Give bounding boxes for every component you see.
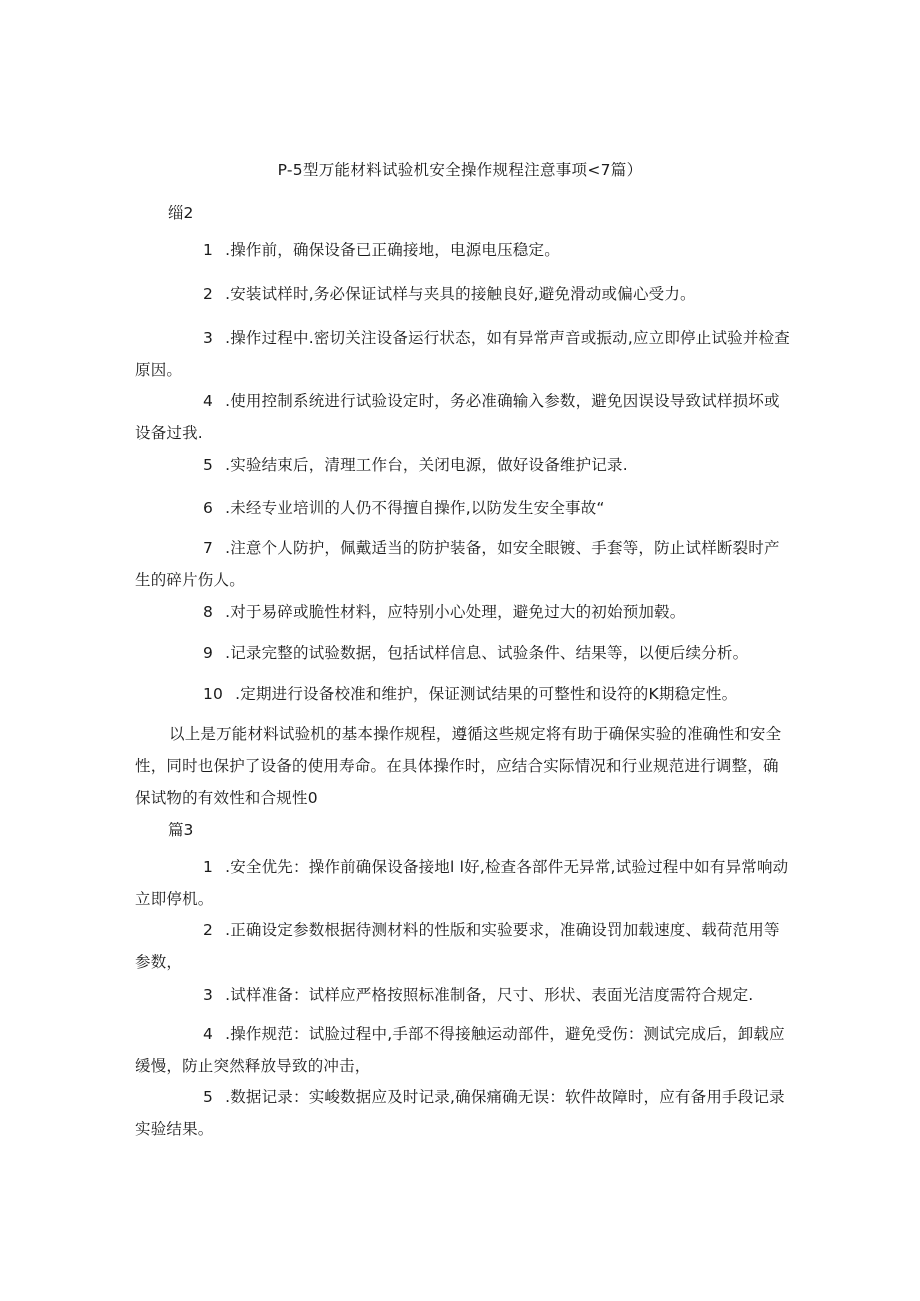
item-text: .数据记录：实峻数据应及时记录,确保痛确无误：软件故障时，应有备用手段记录实验结果。 [135, 1088, 785, 1138]
section-heading-2: 缁2 [168, 204, 194, 222]
item-number: 8 [203, 603, 214, 621]
list-item [135, 1081, 790, 1145]
list-item [135, 596, 790, 628]
list-item [135, 234, 790, 266]
list-item [135, 979, 790, 1011]
item-number: 10 [203, 685, 224, 703]
item-text: .定期进行设备校准和维护，保证测试结果的可整性和设符的K期稳定性。 [235, 685, 738, 703]
item-number: 1 [203, 241, 214, 259]
list-item [135, 492, 790, 524]
list-item [135, 532, 790, 596]
item-text: .实验结束后，清理工作台，关闭电源，做好设备维护记录. [225, 456, 628, 474]
item-number: 2 [203, 921, 214, 939]
item-text: .试样准备：试样应严格按照标准制备，尺寸、形状、表面光洁度需符合规定. [225, 986, 754, 1004]
item-number: 2 [203, 285, 214, 303]
item-text: .注意个人防护，佩戴适当的防护装备，如安全眼镀、手套等，防止试样断裂时产生的碎片伤人。 [135, 539, 780, 589]
item-text: .未经专业培训的人仍不得擅自操作,以防发生安全事故“ [225, 499, 605, 517]
list-item [135, 1018, 790, 1082]
list-item [135, 637, 790, 669]
item-text: .安装试样时,务必保证试样与夹具的接触良好,避免滑动或偏心受力。 [225, 285, 696, 303]
list-item [135, 851, 790, 915]
item-number: 9 [203, 644, 214, 662]
item-text: .操作前，确保设备已正确接地，电源电压稳定。 [225, 241, 560, 259]
item-text: .记录完整的试验数据，包括试样信息、试验条件、结果等，以便后续分析。 [225, 644, 749, 662]
item-text: .正确设定参数根据待测材料的性版和实验要求，准确设罚加载速度、载荷范用等参数， [135, 921, 780, 971]
item-number: 4 [203, 1025, 214, 1043]
item-number: 7 [203, 539, 214, 557]
list-item [135, 449, 790, 481]
item-number: 1 [203, 858, 214, 876]
item-text: .安全优先：操作前确保设备接地l l好,检查各部件无异常,试验过程中如有异常响动立即停机。 [135, 858, 789, 908]
item-number: 5 [203, 1088, 214, 1106]
section-heading-3: 篇3 [168, 821, 194, 839]
list-item [135, 914, 790, 978]
item-number: 6 [203, 499, 214, 517]
item-text: .操作规范：试脸过程中,手部不得接触运动部件，避免受伤：测试完成后，卸载应缓慢，防止突然释放导致的冲击， [135, 1025, 785, 1075]
item-text: .对于易碎或脆性材料，应特别小心处理，避免过大的初始预加毂。 [225, 603, 686, 621]
list-item [135, 278, 790, 310]
list-item [135, 322, 790, 386]
item-number: 3 [203, 986, 214, 1004]
item-text: .操作过程中.密切关注设备运行状态，如有异常声音或振动,应立即停止试验并检查原因。 [135, 329, 790, 379]
item-text: .使用控制系统进行试验设定时，务必准确输入参数，避免因误设导致试样损坏或设备过我. [135, 392, 780, 442]
item-number: 4 [203, 392, 214, 410]
list-item [135, 678, 790, 710]
list-item [135, 385, 790, 449]
document-title: P-5型万能材料试验机安全操作规程注意事项<7篇） [277, 161, 643, 179]
item-number: 5 [203, 456, 214, 474]
item-number: 3 [203, 329, 214, 347]
summary-paragraph: 以上是万能材料试验机的基本操作规程，遵循这些规定将有助于确保实验的准确性和安全性，同时也保护了设备的使用寿命。在具体操作时，应结合实际情况和行业规范进行调整，确保试物的有效性和合规性0 [135, 725, 782, 807]
